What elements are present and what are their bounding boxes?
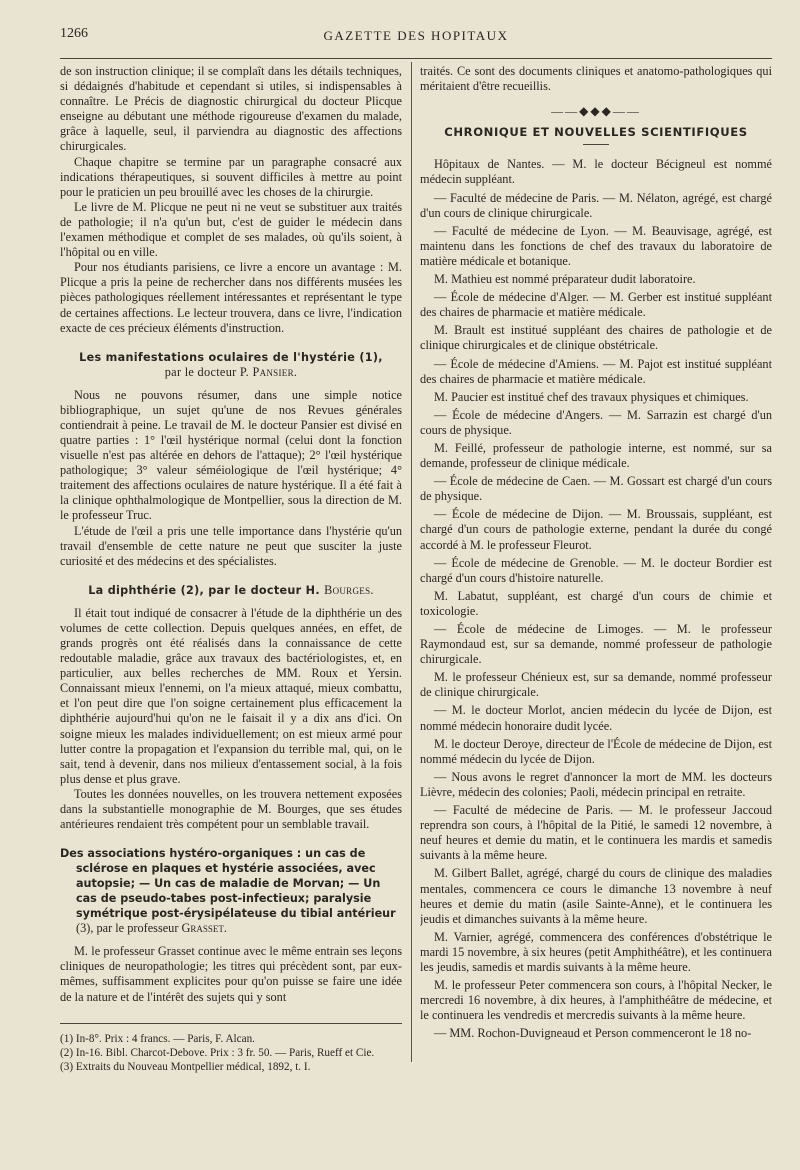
author-name: Pansier.: [252, 364, 298, 379]
news-item: M. Paucier est institué chef des travaux physiques et chimiques.: [434, 389, 749, 404]
review-paragraph: Il était tout indiqué de consacrer à l'étude de la diphthérie un des volumes de cette collection. Depuis quelques années, en effet, de grands progrès ont été réalisés dans la connaissance de cette redoutable maladie, grâce aux travaux des bactériologistes, et, en particulier, aux belles recherches de MM. Roux et Yersin. Connaissant mieux l'ennemi, on l'a mieux attaqué, mieux combattu, et l'on peut dire que l'on soigne certainement plus efficacement la diphthérie aujourd'hui qu'on ne le faisait il y a dix ans d'ici. On soigne mieux les malades individuellement; on est mieux armé pour lutter contre la propagation et l'expansion du terrible mal, qui, on le sait, tend à devenir, dans nos milieux d'entassement social, à la fois plus dense et plus grave.: [60, 605, 402, 786]
author-name: Bourges.: [324, 582, 374, 597]
heading-rule: [583, 144, 609, 145]
news-list: [420, 157, 772, 1041]
right-column: [420, 64, 772, 1104]
news-item: Hôpitaux de Nantes. — M. le docteur Bécigneul est nommé médecin suppléant.: [420, 157, 772, 187]
news-item: — École de médecine d'Angers. — M. Sarrazin est chargé d'un cours de physique.: [420, 407, 772, 437]
news-item: — École de médecine d'Alger. — M. Gerber est institué suppléant des chaires de pharmacie et matière médicale.: [420, 290, 772, 320]
author-name: Grasset.: [181, 921, 227, 936]
news-item: — M. le docteur Morlot, ancien médecin du lycée de Dijon, est nommé médecin honoraire dudit lycée.: [420, 703, 772, 733]
news-item: M. Varnier, agrégé, commencera des conférences d'obstétrique le mardi 15 novembre, à six heures (petit Amphithéâtre), et les continuera les jeudis, samedis et mardis suivants à la même heure.: [420, 929, 772, 974]
news-item: M. le docteur Deroye, directeur de l'École de médecine de Dijon, est nommé médecin du lycée de Dijon.: [420, 736, 772, 766]
review-heading-diphtheria: [60, 583, 402, 598]
news-item: M. le professeur Peter commencera son cours, à l'hôpital Necker, le mercredi 16 novembre, à dix heures, à l'amphithéâtre de médecine, et le continuera les vendredis et mercredis suivants à la même heure.: [420, 978, 772, 1023]
news-item: — Faculté de médecine de Paris. — M. Nélaton, agrégé, est chargé d'un cours de clinique chirurgicale.: [420, 190, 772, 220]
review-paragraph: Toutes les données nouvelles, on les trouvera nettement exposées dans la substantielle monographie de M. Bourges, que ses études antérieures rendaient très compétent pour un semblable travail.: [60, 786, 402, 832]
news-item: — École de médecine d'Amiens. — M. Pajot est institué suppléant des chaires de pharmacie et matière médicale.: [420, 356, 772, 386]
byline-prefix: par le docteur P.: [164, 364, 253, 379]
review-heading-hysteria: [60, 350, 402, 380]
news-item: — École de médecine de Limoges. — M. le professeur Raymondaud est, sur sa demande, nommé professeur de pathologie chirurgicale.: [420, 622, 772, 667]
news-item: M. le professeur Chénieux est, sur sa demande, nommé professeur de clinique chirurgicale.: [420, 670, 772, 700]
page-header: [60, 26, 772, 48]
footnote-rule: [60, 1023, 402, 1024]
continuation-paragraph: traités. Ce sont des documents cliniques et anatomo-pathologiques qui méritaient d'être recueillis.: [420, 64, 772, 94]
byline-prefix: (3), par le professeur: [76, 921, 182, 936]
left-column: [60, 64, 402, 1124]
review-heading-associations: [60, 846, 402, 936]
news-item: M. Feillé, professeur de pathologie interne, est nommé, sur sa demande, professeur de clinique médicale.: [420, 440, 772, 471]
news-item: — MM. Rochon-Duvigneaud et Person commenceront le 18 no-: [434, 1026, 752, 1041]
news-item: — Faculté de médecine de Lyon. — M. Beauvisage, agrégé, est maintenu dans les fonctions de chef des travaux du laboratoire de matière médicale et botanique.: [420, 223, 772, 268]
section-ornament: ——◆◆◆——: [551, 104, 641, 119]
review-byline: [60, 365, 402, 380]
footnote: (1) In-8°. Prix : 4 francs. — Paris, F. Alcan.: [60, 1032, 255, 1045]
chronicle-heading: CHRONIQUE ET NOUVELLES SCIENTIFIQUES: [444, 125, 748, 140]
news-item: — Faculté de médecine de Paris. — M. le professeur Jaccoud reprendra son cours, à l'hôpital de la Pitié, le samedi 12 novembre, à neuf heures et demie du matin, et le continuera les mardis et samedis suivants à la même heure.: [420, 803, 772, 863]
intro-paragraph: de son instruction clinique; il se complaît dans les détails techniques, si dédaignés d'habitude et cependant si utiles, si indispensables à connaître. Le Précis de diagnostic chirurgical du docteur Plicque enseigne au débutant une méthode rigoureuse d'examen du malade, grâce à laquelle, seul, il parviendra au diagnostic des affections chirurgicales.: [60, 64, 402, 154]
header-rule: [60, 58, 772, 59]
news-item: M. Mathieu est nommé préparateur dudit laboratoire.: [434, 272, 696, 287]
review-paragraph: M. le professeur Grasset continue avec le même entrain ses leçons cliniques de neuropathologie; les titres qui précèdent sont, par eux-mêmes, suffisamment explicites pour qu'on puisse se faire une idée de la nature et de l'intérêt des sujets qui y sont: [60, 944, 402, 1004]
review-title: Les manifestations oculaires de l'hystérie (1),: [79, 350, 383, 364]
review-title: Des associations hystéro-organiques : un cas de sclérose en plaques et hystérie associées, avec autopsie; — Un cas de maladie de Morvan; — Un cas de pseudo-tabes post-infectieux; paralysie symétrique post-érysipélateuse du tibial antérieur: [60, 847, 396, 921]
intro-paragraph: Le livre de M. Plicque ne peut ni ne veut se substituer aux traités de pathologie; il n'a qu'un but, c'est de guider le médecin dans l'examen méthodique et complet de ses malades, où qu'ils soient, à l'hôpital ou en ville.: [60, 199, 402, 260]
news-item: — École de médecine de Dijon. — M. Broussais, suppléant, est chargé d'un cours de pathologie externe, pendant la durée du congé accordé à M. le professeur Fleurot.: [420, 507, 772, 552]
news-item: — École de médecine de Caen. — M. Gossart est chargé d'un cours de physique.: [420, 474, 772, 504]
news-item: — École de médecine de Grenoble. — M. le docteur Bordier est chargé d'un cours d'histoire naturelle.: [420, 555, 772, 585]
intro-paragraph: Pour nos étudiants parisiens, ce livre a encore un avantage : M. Plicque a pris la peine de rechercher dans nos différents musées les pièces pathologiques réellement intéressantes et représentant le type de certaines affections. Le lecteur trouvera, dans ce livre, l'indication exacte de ces précieux éléments d'instruction.: [60, 260, 402, 335]
news-item: M. Labatut, suppléant, est chargé d'un cours de chimie et toxicologie.: [420, 588, 772, 618]
column-divider: [411, 62, 412, 1062]
footnote: (3) Extraits du Nouveau Montpellier médical, 1892, t. I.: [60, 1060, 311, 1073]
footnote: (2) In-16. Bibl. Charcot-Debove. Prix : 3 fr. 50. — Paris, Rueff et Cie.: [60, 1046, 375, 1059]
review-title: La diphthérie (2), par le docteur H.: [88, 583, 325, 597]
review-paragraph: Nous ne pouvons résumer, dans une simple notice bibliographique, un sujet qu'une de nos Revues générales contiendrait à peine. Le travail de M. le docteur Pansier est divisé en quatre parties : 1° l'œil hystérique normal (celui dont la fonction visuelle n'est pas altérée en dehors de l'attaque); 2° l'œil hystérique pathologique; 3° valeur séméiologique de l'œil hystérique; 4° traitement des affections oculaires de nature hystérique. Il a été fait à la clinique ophthalmologique de Montpellier, sous la direction de M. le professeur Truc.: [60, 387, 402, 523]
news-item: M. Brault est institué suppléant des chaires de pathologie et de clinique chirurgicales et de clinique obstétricale.: [420, 323, 772, 353]
news-item: — Nous avons le regret d'annoncer la mort de MM. les docteurs Lièvre, médecin des colonies; Paoli, médecin principal en retraite.: [420, 769, 772, 799]
journal-title: GAZETTE DES HOPITAUX: [323, 28, 509, 43]
review-paragraph: L'étude de l'œil a pris une telle importance dans l'hystérie qu'un travail d'ensemble de cette nature ne peut que susciter la juste curiosité et des médecins et des spécialistes.: [60, 523, 402, 568]
news-item: M. Gilbert Ballet, agrégé, chargé du cours de clinique des maladies mentales, commencera ce cours le dimanche 13 novembre à neuf heures et demie du matin (asile Sainte-Anne), et le continuera les jeudis et dimanches suivants à la même heure.: [420, 866, 772, 926]
page-number: 1266: [60, 26, 88, 41]
intro-paragraph: Chaque chapitre se termine par un paragraphe consacré aux indications thérapeutiques, si souvent difficiles à mettre au point pour le praticien un peu brouillé avec les choses de la chirurgie.: [60, 154, 402, 199]
